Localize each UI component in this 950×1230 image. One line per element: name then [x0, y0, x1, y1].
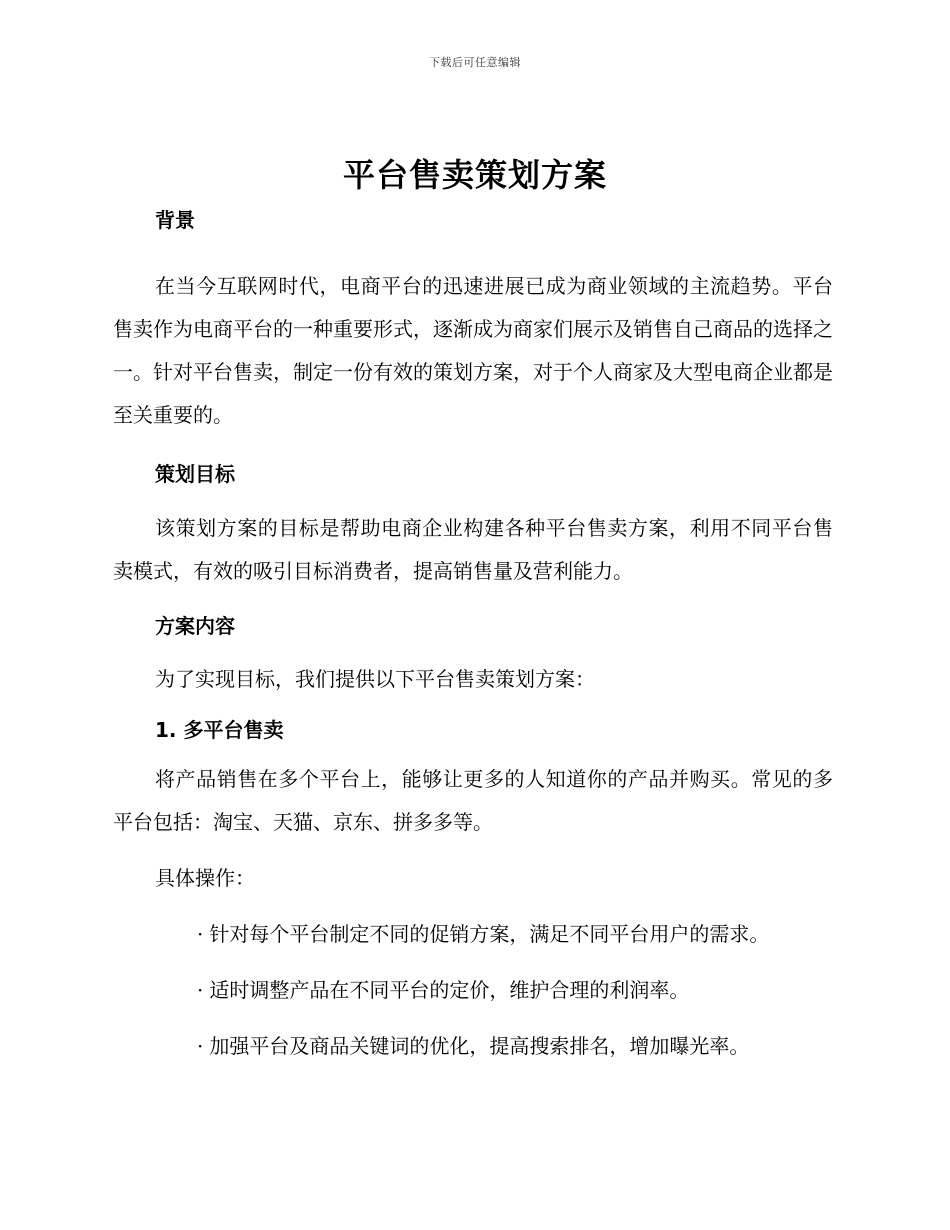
page-header-note: 下载后可任意编辑	[429, 56, 521, 69]
section-text-background: 在当今互联网时代，电商平台的迅速进展已成为商业领域的主流趋势。平台售卖作为电商平台的一种重要形式，逐渐成为商家们展示及销售自己商品的选择之一。针对平台售卖，制定一份有效的策划方案，对于个人商家及大型电商企业都是至关重要的。	[113, 274, 833, 427]
bullet-item	[113, 913, 833, 956]
section-heading-content: 方案内容	[155, 614, 235, 638]
bullet-text: 适时调整产品在不同平台的定价，维护合理的利润率。	[209, 978, 690, 1002]
bullet-dot-icon: ·	[197, 1034, 204, 1058]
bullet-dot-icon: ·	[197, 978, 204, 1002]
document-body	[113, 205, 833, 1068]
section-heading-background: 背景	[155, 208, 195, 232]
operations-label: 具体操作：	[155, 866, 255, 890]
bullet-dot-icon: ·	[197, 922, 204, 946]
document-title: 平台售卖策划方案	[342, 156, 607, 194]
section-heading-multi-platform: 1. 多平台售卖	[155, 718, 284, 742]
section-text-content-intro: 为了实现目标，我们提供以下平台售卖策划方案：	[155, 667, 595, 691]
section-text-goal: 该策划方案的目标是帮助电商企业构建各种平台售卖方案，利用不同平台售卖模式，有效的吸引目标消费者，提高销售量及营利能力。	[113, 516, 833, 583]
bullet-item	[113, 969, 833, 1012]
section-text-multi-platform: 将产品销售在多个平台上，能够让更多的人知道你的产品并购买。常见的多平台包括：淘宝、天猫、京东、拼多多等。	[113, 767, 833, 834]
bullet-item	[113, 1025, 833, 1068]
bullet-text: 针对每个平台制定不同的促销方案，满足不同平台用户的需求。	[209, 922, 770, 946]
section-heading-goal: 策划目标	[155, 462, 235, 486]
bullet-text: 加强平台及商品关键词的优化，提高搜索排名，增加曝光率。	[209, 1034, 750, 1058]
